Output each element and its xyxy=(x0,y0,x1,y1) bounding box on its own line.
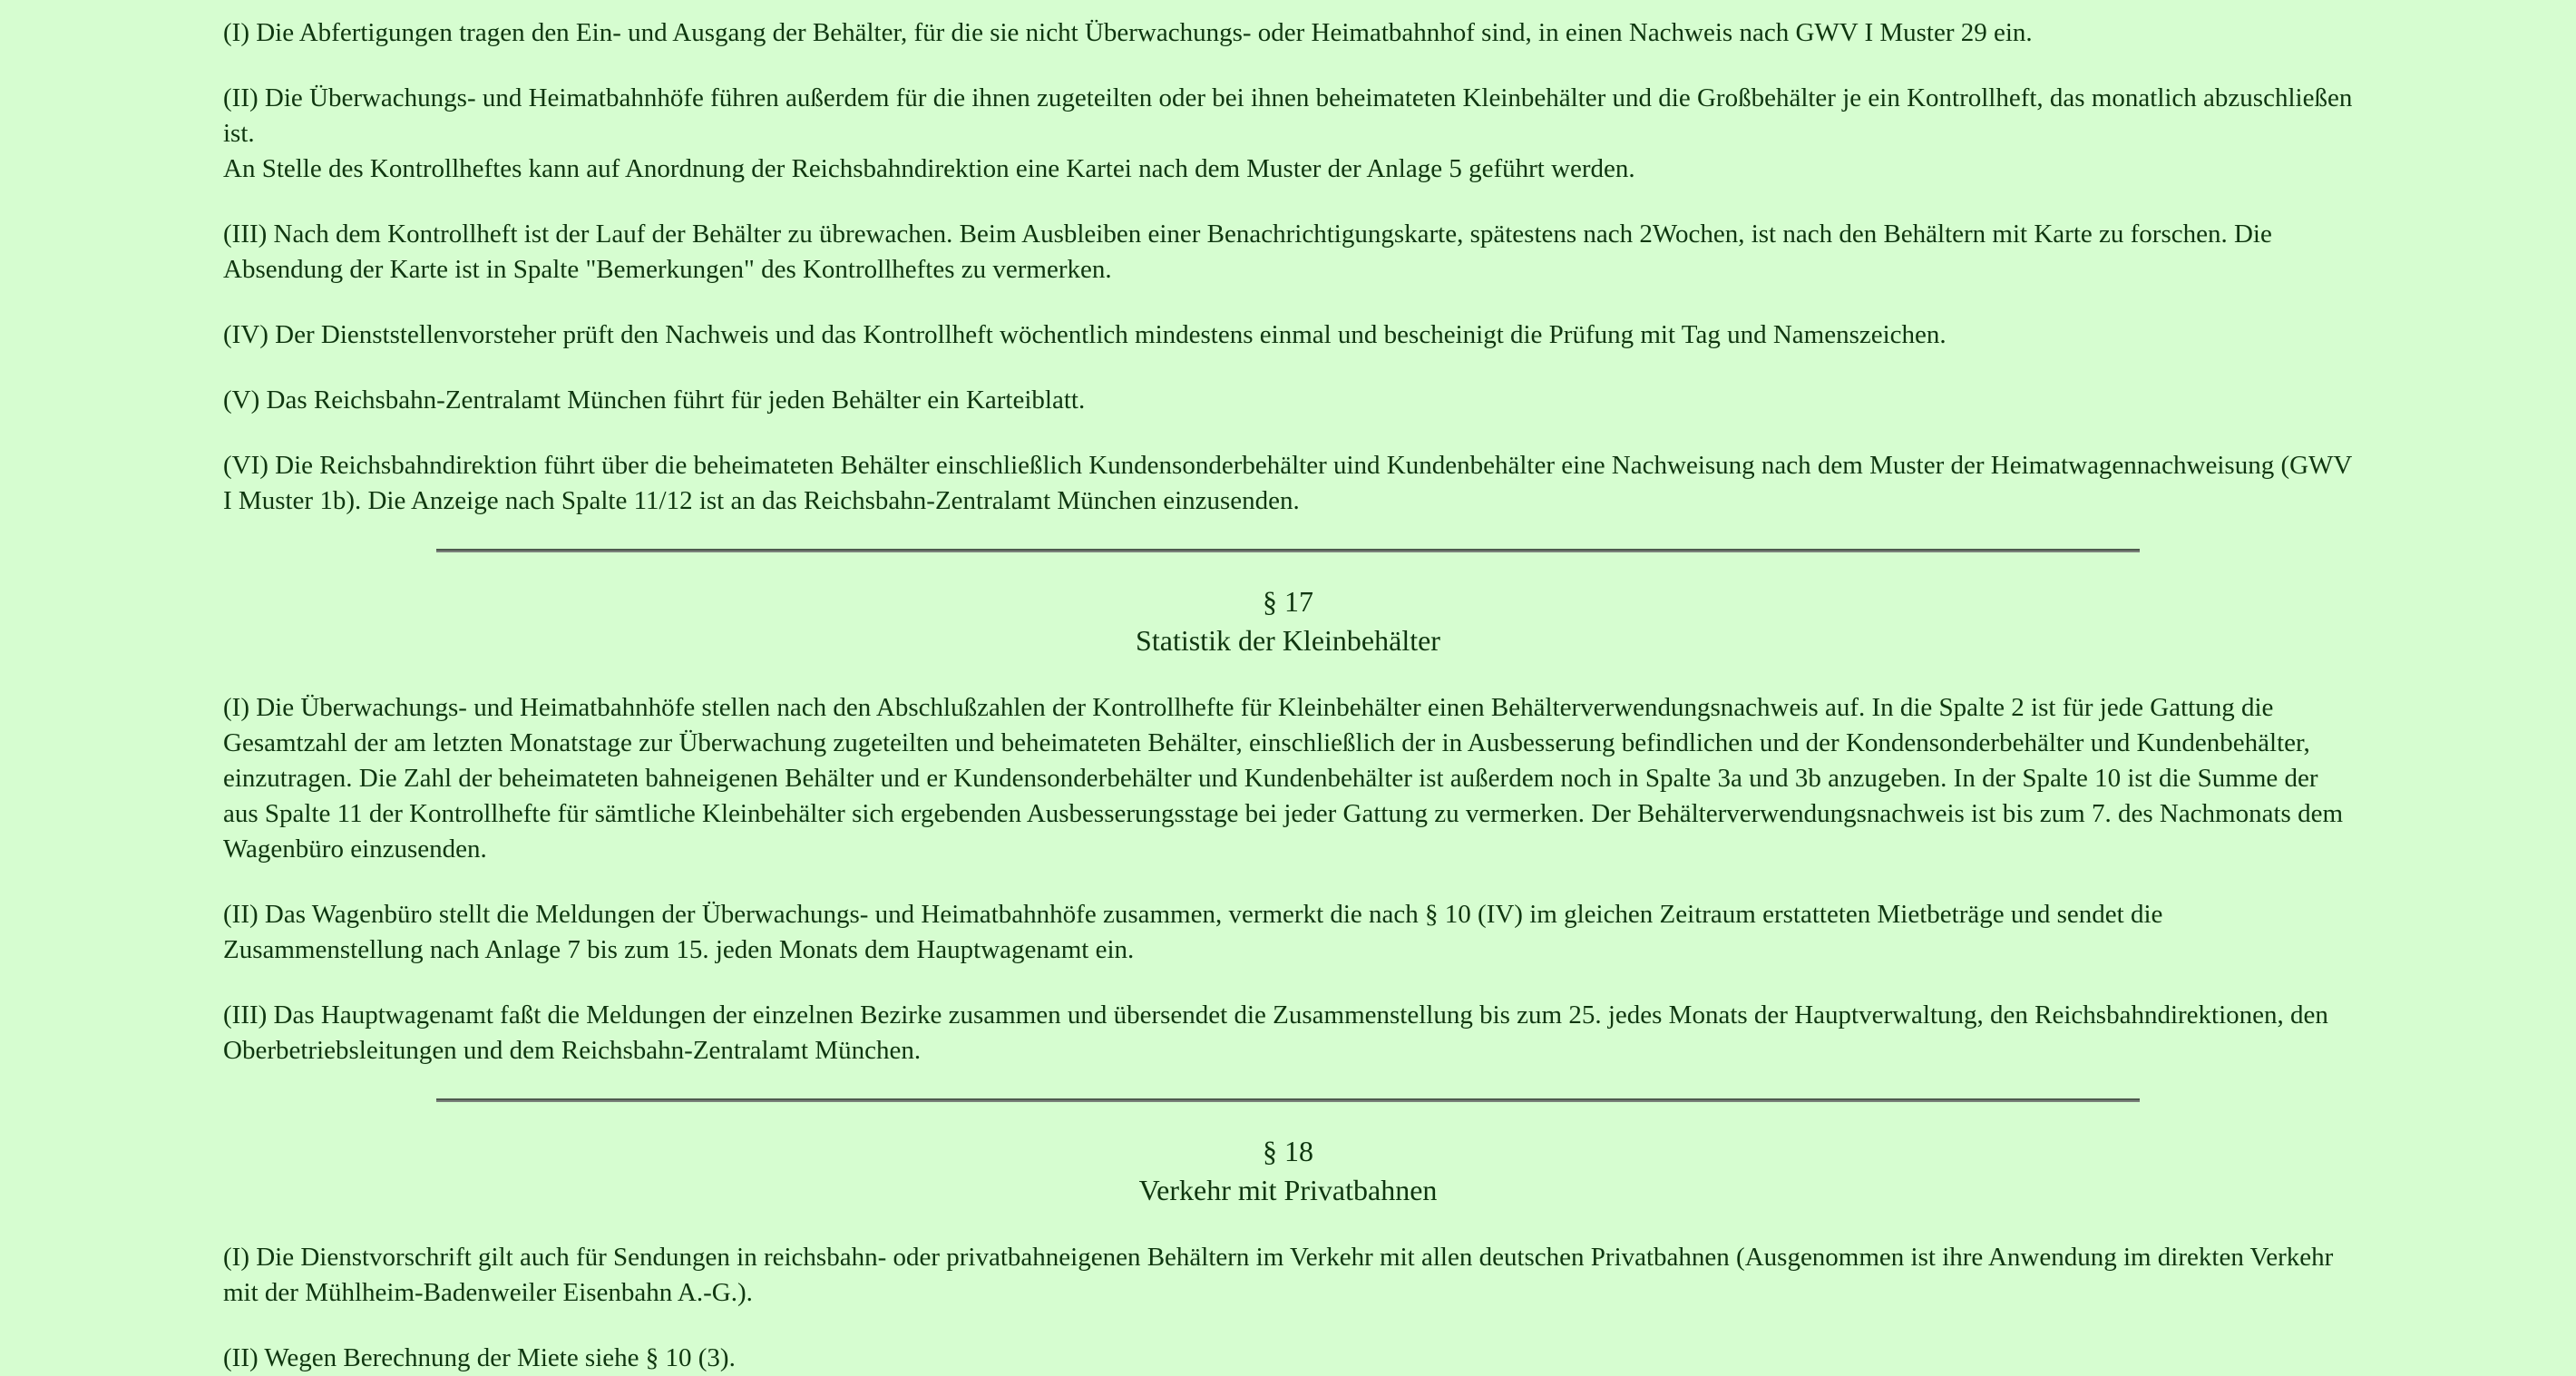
paragraph: (VI) Die Reichsbahndirektion führt über die beheimateten Behälter einschließlich Kundensonderbehälter uind Kundenbehälter eine Nachweisung nach dem Muster der Heimatwagennachweisung (GWV I Muster 1b). Die Anzeige nach Spalte 11/12 ist an das Reichsbahn-Zentralamt München einzusenden. xyxy=(223,451,2352,515)
paragraph: (III) Nach dem Kontrollheft ist der Lauf der Behälter zu übrewachen. Beim Ausbleiben einer Benachrichtigungskarte, spätestens nach 2Wochen, ist nach den Behältern mit Karte zu forschen. Die Absendung der Karte ist in Spalte "Bemerkungen" des Kontrollheftes zu vermerken. xyxy=(223,220,2272,284)
paragraph-text: (II) Die Überwachungs- und Heimatbahnhöfe führen außerdem für die ihnen zugeteilten oder bei ihnen beheimateten Kleinbehälter und die Großbehälter je ein Kontrollheft, das monatlich abzuschließen ist. xyxy=(223,83,2353,148)
section-number: § 18 xyxy=(1263,1135,1313,1167)
section-number: § 17 xyxy=(1263,585,1313,618)
paragraph-text: An Stelle des Kontrollheftes kann auf Anordnung der Reichsbahndirektion eine Kartei nach dem Muster der Anlage 5 geführt werden. xyxy=(223,154,1635,183)
section-divider xyxy=(436,549,2140,552)
paragraph: (V) Das Reichsbahn-Zentralamt München führt für jeden Behälter ein Karteiblatt. xyxy=(223,385,1086,415)
paragraph: (II) Wegen Berechnung der Miete siehe § 10 (3). xyxy=(223,1343,736,1372)
paragraph xyxy=(223,81,2353,187)
section-title: Statistik der Kleinbehälter xyxy=(1136,624,1440,657)
paragraph: (I) Die Überwachungs- und Heimatbahnhöfe stellen nach den Abschlußzahlen der Kontrollhefte für Kleinbehälter einen Behälterverwendungsnachweis auf. In die Spalte 2 ist für jede Gattung die Gesamtzahl der am letzten Monatstage zur Überwachung zugeteilten und beheimateten Behälter, einschließlich der in Ausbesserung befindlichen und der Kondensonderbehälter und Kundenbehälter, einzutragen. Die Zahl der beheimateten bahneigenen Behälter und er Kundensonderbehälter und Kundenbehälter ist außerdem noch in Spalte 3a und 3b anzugeben. In der Spalte 10 ist die Summe der aus Spalte 11 der Kontrollhefte für sämtliche Kleinbehälter sich ergebenden Ausbesserungsstage bei jeder Gattung zu vermerken. Der Behälterverwendungsnachweis ist bis zum 7. des Nachmonats dem Wagenbüro einzusenden. xyxy=(223,693,2344,864)
section-title: Verkehr mit Privatbahnen xyxy=(1138,1174,1438,1206)
paragraph: (I) Die Dienstvorschrift gilt auch für Sendungen in reichsbahn- oder privatbahneigenen Behältern im Verkehr mit allen deutschen Privatbahnen (Ausgenommen ist ihre Anwendung im direkten Verkehr mit der Mühlheim-Badenweiler Eisenbahn A.-G.). xyxy=(223,1243,2334,1307)
paragraph: (III) Das Hauptwagenamt faßt die Meldungen der einzelnen Bezirke zusammen und übersendet die Zusammenstellung bis zum 25. jedes Monats der Hauptverwaltung, den Reichsbahndirektionen, den Oberbetriebsleitungen und dem Reichsbahn-Zentralamt München. xyxy=(223,1000,2328,1065)
section-heading xyxy=(223,582,2353,660)
paragraph: (IV) Der Dienststellenvorsteher prüft den Nachweis und das Kontrollheft wöchentlich mindestens einmal und bescheinigt die Prüfung mit Tag und Namenszeichen. xyxy=(223,320,1947,349)
paragraph: (I) Die Abfertigungen tragen den Ein- und Ausgang der Behälter, für die sie nicht Überwachungs- oder Heimatbahnhof sind, in einen Nachweis nach GWV I Muster 29 ein. xyxy=(223,18,2033,47)
paragraph: (II) Das Wagenbüro stellt die Meldungen der Überwachungs- und Heimatbahnhöfe zusammen, vermerkt die nach § 10 (IV) im gleichen Zeitraum erstatteten Mietbeträge und sendet die Zusammenstellung nach Anlage 7 bis zum 15. jeden Monats dem Hauptwagenamt ein. xyxy=(223,900,2163,964)
section-divider xyxy=(436,1098,2140,1102)
section-heading xyxy=(223,1132,2353,1210)
